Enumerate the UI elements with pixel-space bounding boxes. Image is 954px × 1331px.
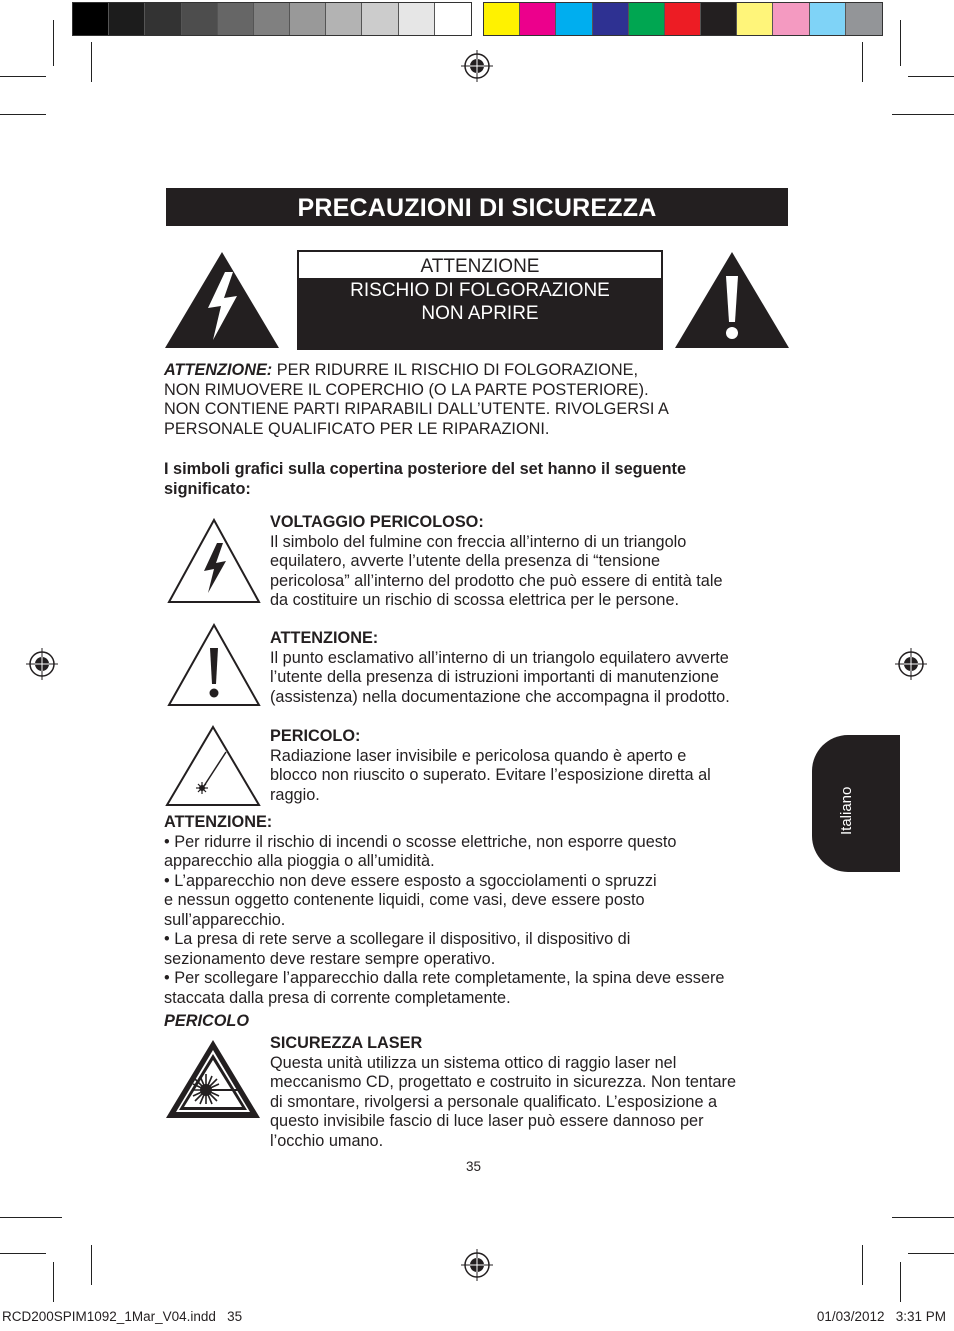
- danger-text: Radiazione laser invisibile e pericolosa quando è aperto e: [270, 746, 687, 765]
- warning-box-line: NON APRIRE: [421, 303, 539, 324]
- voltage-text: da costituire un rischio di scossa elettrica per le persone.: [270, 591, 680, 609]
- registration-mark-icon: [461, 1249, 493, 1281]
- color-swatch: [218, 3, 254, 35]
- laser-text: meccanismo CD, progettato e costruito in sicurezza. Non tentare: [270, 1073, 737, 1091]
- warning-box-heading: ATTENZIONE: [299, 252, 661, 278]
- shock-warning-box: [297, 250, 663, 350]
- symbols-intro-line: I simboli grafici sulla copertina posteriore del set hanno il seguente: [164, 460, 687, 478]
- crop-mark: [53, 20, 54, 66]
- color-swatch: [520, 3, 556, 35]
- warnings-text: • Per ridurre il rischio di incendi o scosse elettriche, non esporre questo: [164, 832, 677, 851]
- danger-section: [270, 727, 790, 805]
- color-swatch: [737, 3, 773, 35]
- caution-text: NON RIMUOVERE IL COPERCHIO (O LA PARTE POSTERIORE).: [164, 380, 649, 399]
- color-calibration-bar: [483, 2, 883, 36]
- page-title: PRECAUZIONI DI SICUREZZA: [166, 188, 788, 226]
- warnings-text: sull’apparecchio.: [164, 910, 286, 929]
- laser-text: l’occhio umano.: [270, 1131, 384, 1150]
- warnings-text: sezionamento deve restare sempre operativo.: [164, 949, 496, 968]
- color-swatch: [73, 3, 109, 35]
- caution-label: ATTENZIONE:: [164, 361, 273, 379]
- laser-text: Questa unità utilizza un sistema ottico di raggio laser nel: [270, 1053, 677, 1072]
- color-swatch: [810, 3, 846, 35]
- crop-mark: [0, 1217, 62, 1218]
- color-swatch: [362, 3, 398, 35]
- language-tab: [812, 735, 900, 872]
- color-swatch: [556, 3, 592, 35]
- warnings-text: apparecchio alla pioggia o all’umidità.: [164, 852, 435, 870]
- laser-triangle-icon: [164, 724, 262, 808]
- color-swatch: [484, 3, 520, 35]
- attention-section: [270, 629, 790, 707]
- crop-mark: [0, 1253, 46, 1254]
- crop-mark: [53, 1262, 54, 1302]
- symbols-intro: [164, 460, 784, 499]
- voltage-text: pericolosa” all’interno del prodotto che può essere di entità tale: [270, 571, 723, 590]
- exclamation-triangle-icon: [166, 622, 262, 708]
- warnings-text: staccata dalla presa di corrente completamente.: [164, 988, 511, 1007]
- language-tab-label: Italiano: [838, 786, 855, 835]
- color-swatch: [701, 3, 737, 35]
- color-swatch: [145, 3, 181, 35]
- danger-text: raggio.: [270, 785, 320, 804]
- attention-text: (assistenza) nella documentazione che accompagna il prodotto.: [270, 687, 730, 706]
- caution-text: PER RIDURRE IL RISCHIO DI FOLGORAZIONE,: [272, 361, 639, 379]
- gray-calibration-bar: [72, 2, 472, 36]
- voltage-heading: VOLTAGGIO PERICOLOSO:: [270, 513, 484, 531]
- crop-mark: [908, 1253, 954, 1254]
- crop-mark: [862, 42, 863, 82]
- attention-heading: ATTENZIONE:: [270, 629, 379, 647]
- color-swatch: [665, 3, 701, 35]
- color-swatch: [846, 3, 882, 35]
- color-swatch: [290, 3, 326, 35]
- color-swatch: [109, 3, 145, 35]
- caution-text: PERSONALE QUALIFICATO PER LE RIPARAZIONI.: [164, 419, 550, 438]
- registration-mark-icon: [461, 50, 493, 82]
- pericolo-label: PERICOLO: [164, 1012, 250, 1030]
- crop-mark: [0, 114, 46, 115]
- warnings-text: • La presa di rete serve a scollegare il dispositivo, il dispositivo di: [164, 930, 631, 948]
- color-swatch: [182, 3, 218, 35]
- crop-mark: [862, 1245, 863, 1285]
- laser-text: questo invisibile fascio di luce laser può essere dannoso per: [270, 1112, 704, 1130]
- warnings-text: • L’apparecchio non deve essere esposto a sgocciolamenti o spruzzi: [164, 871, 657, 890]
- attention-text: Il punto esclamativo all’interno di un triangolo equilatero avverte: [270, 648, 729, 667]
- color-swatch: [326, 3, 362, 35]
- color-swatch: [254, 3, 290, 35]
- lightning-triangle-icon: [163, 250, 281, 350]
- warnings-text: e nessun oggetto contenente liquidi, come vasi, deve essere posto: [164, 891, 645, 909]
- caution-text: NON CONTIENE PARTI RIPARABILI DALL’UTENTE. RIVOLGERSI A: [164, 400, 669, 418]
- voltage-section: [270, 513, 790, 611]
- crop-mark: [91, 42, 92, 82]
- crop-mark: [0, 76, 46, 77]
- registration-mark-icon: [895, 648, 927, 680]
- warnings-section: [164, 813, 794, 1008]
- voltage-text: Il simbolo del fulmine con freccia all’interno di un triangolo: [270, 532, 687, 551]
- registration-mark-icon: [26, 648, 58, 680]
- warning-box-line: RISCHIO DI FOLGORAZIONE: [350, 280, 610, 301]
- voltage-text: equilatero, avverte l’utente della presenza di “tensione: [270, 552, 661, 570]
- crop-mark: [91, 1245, 92, 1285]
- danger-heading: PERICOLO:: [270, 727, 361, 745]
- caution-paragraph: [164, 361, 764, 439]
- laser-section: [270, 1034, 800, 1151]
- crop-mark: [900, 1262, 901, 1302]
- lightning-triangle-icon: [166, 517, 262, 605]
- crop-mark: [908, 76, 954, 77]
- color-swatch: [593, 3, 629, 35]
- crop-mark: [892, 1217, 954, 1218]
- exclamation-triangle-icon: [673, 250, 791, 350]
- laser-text: di smontare, rivolgersi a personale qualificato. L’esposizione a: [270, 1092, 718, 1111]
- laser-heading: SICUREZZA LASER: [270, 1034, 423, 1052]
- crop-mark: [900, 20, 901, 66]
- footer-filename: RCD200SPIM1092_1Mar_V04.indd 35: [2, 1309, 243, 1324]
- color-swatch: [399, 3, 435, 35]
- attention-text: l’utente della presenza di istruzioni importanti di manutenzione: [270, 668, 719, 686]
- footer-date: 01/03/2012 3:31 PM: [816, 1309, 946, 1324]
- symbols-intro-line: significato:: [164, 479, 251, 498]
- warnings-text: • Per scollegare l’apparecchio dalla rete completamente, la spina deve essere: [164, 969, 725, 987]
- color-swatch: [629, 3, 665, 35]
- color-swatch: [773, 3, 809, 35]
- color-swatch: [435, 3, 471, 35]
- danger-text: blocco non riuscito o superato. Evitare l’esposizione diretta al: [270, 766, 711, 784]
- page-number: 35: [466, 1159, 482, 1174]
- crop-mark: [892, 114, 954, 115]
- laser-starburst-icon: [164, 1038, 262, 1120]
- warnings-heading: ATTENZIONE:: [164, 813, 273, 831]
